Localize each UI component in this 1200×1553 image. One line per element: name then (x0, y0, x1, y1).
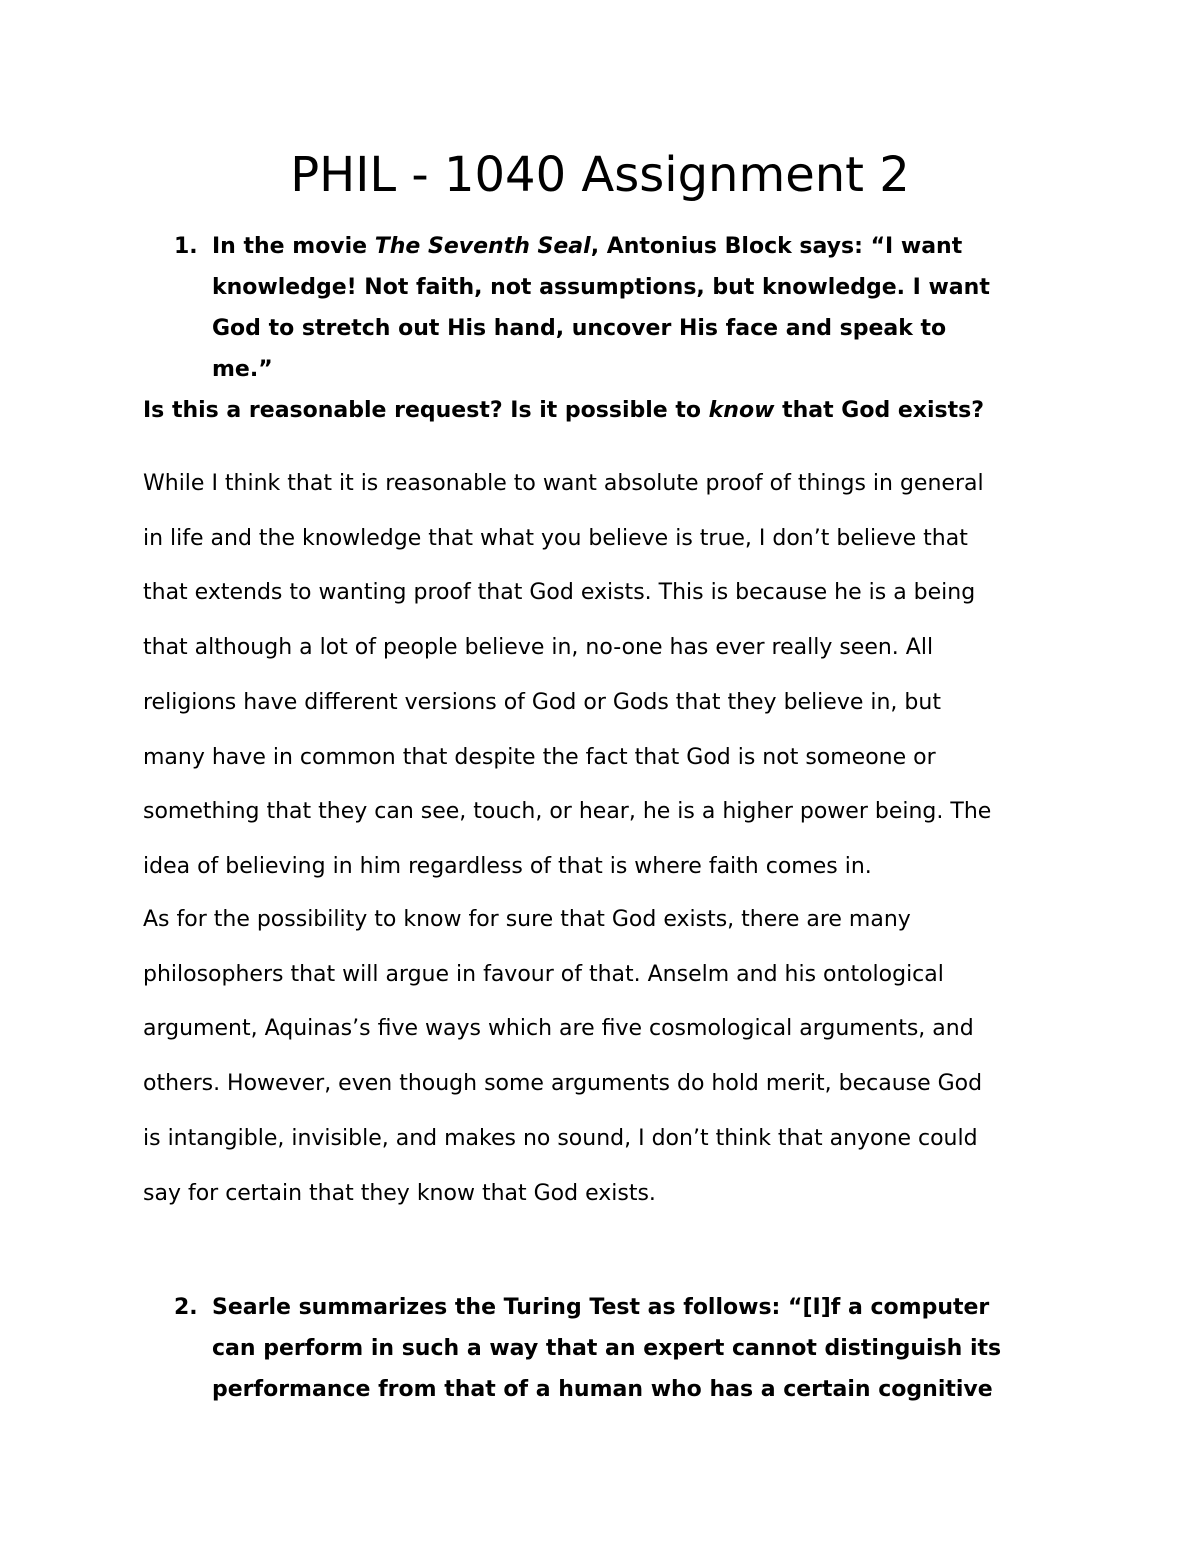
page-title: PHIL - 1040 Assignment 2 (290, 147, 910, 203)
followup-emphasis: know (708, 398, 775, 423)
answer-line: As for the possibility to know for sure that God exists, there are many (143, 907, 911, 932)
question-1-line-4: me.” (212, 357, 273, 382)
question-1-line-2: knowledge! Not faith, not assumptions, but knowledge. I want (212, 275, 990, 300)
question-1-line-3: God to stretch out His hand, uncover His face and speak to (212, 316, 947, 341)
answer-line: many have in common that despite the fact that God is not someone or (143, 744, 936, 770)
answer-line: that extends to wanting proof that God exists. This is because he is a being (143, 580, 976, 606)
question-2-line-1: Searle summarizes the Turing Test as follows: “[I]f a computer (212, 1295, 990, 1320)
question-1-followup (143, 390, 1083, 431)
answer-line: something that they can see, touch, or hear, he is a higher power being. The (143, 799, 992, 825)
answer-line: idea of believing in him regardless of that is where faith comes in. (143, 853, 872, 879)
answer-line: argument, Aquinas’s five ways which are five cosmological arguments, and (143, 1016, 974, 1042)
answer-1-paragraph-2 (143, 893, 1073, 1221)
question-2-number: 2. (174, 1295, 198, 1320)
question-1 (174, 226, 1072, 390)
answer-line: philosophers that will argue in favour of that. Anselm and his ontological (143, 961, 944, 987)
question-2-line-3: performance from that of a human who has a certain cognitive (212, 1377, 993, 1402)
answer-line: is intangible, invisible, and makes no sound, I don’t think that anyone could (143, 1125, 978, 1151)
answer-line: say for certain that they know that God exists. (143, 1180, 656, 1206)
answer-line: religions have different versions of God or Gods that they believe in, but (143, 689, 941, 715)
question-2-line-2: can perform in such a way that an expert cannot distinguish its (212, 1336, 1002, 1361)
question-1-prefix: In the movie (212, 234, 375, 259)
question-1-quote-start: , Antonius Block says: “I want (590, 234, 963, 259)
followup-after: that God exists? (774, 398, 984, 423)
film-title: The Seventh Seal (374, 234, 591, 259)
answer-1-paragraph-1 (143, 457, 1073, 895)
answer-line: that although a lot of people believe in, no-one has ever really seen. All (143, 635, 934, 661)
question-2 (174, 1287, 1082, 1410)
answer-line: others. However, even though some arguments do hold merit, because God (143, 1071, 983, 1097)
question-1-line-1 (212, 226, 1072, 267)
answer-line: in life and the knowledge that what you believe is true, I don’t believe that (143, 525, 968, 551)
question-1-number: 1. (174, 234, 198, 259)
answer-line: While I think that it is reasonable to want absolute proof of things in general (143, 471, 984, 496)
followup-before: Is this a reasonable request? Is it possible to (143, 398, 709, 423)
